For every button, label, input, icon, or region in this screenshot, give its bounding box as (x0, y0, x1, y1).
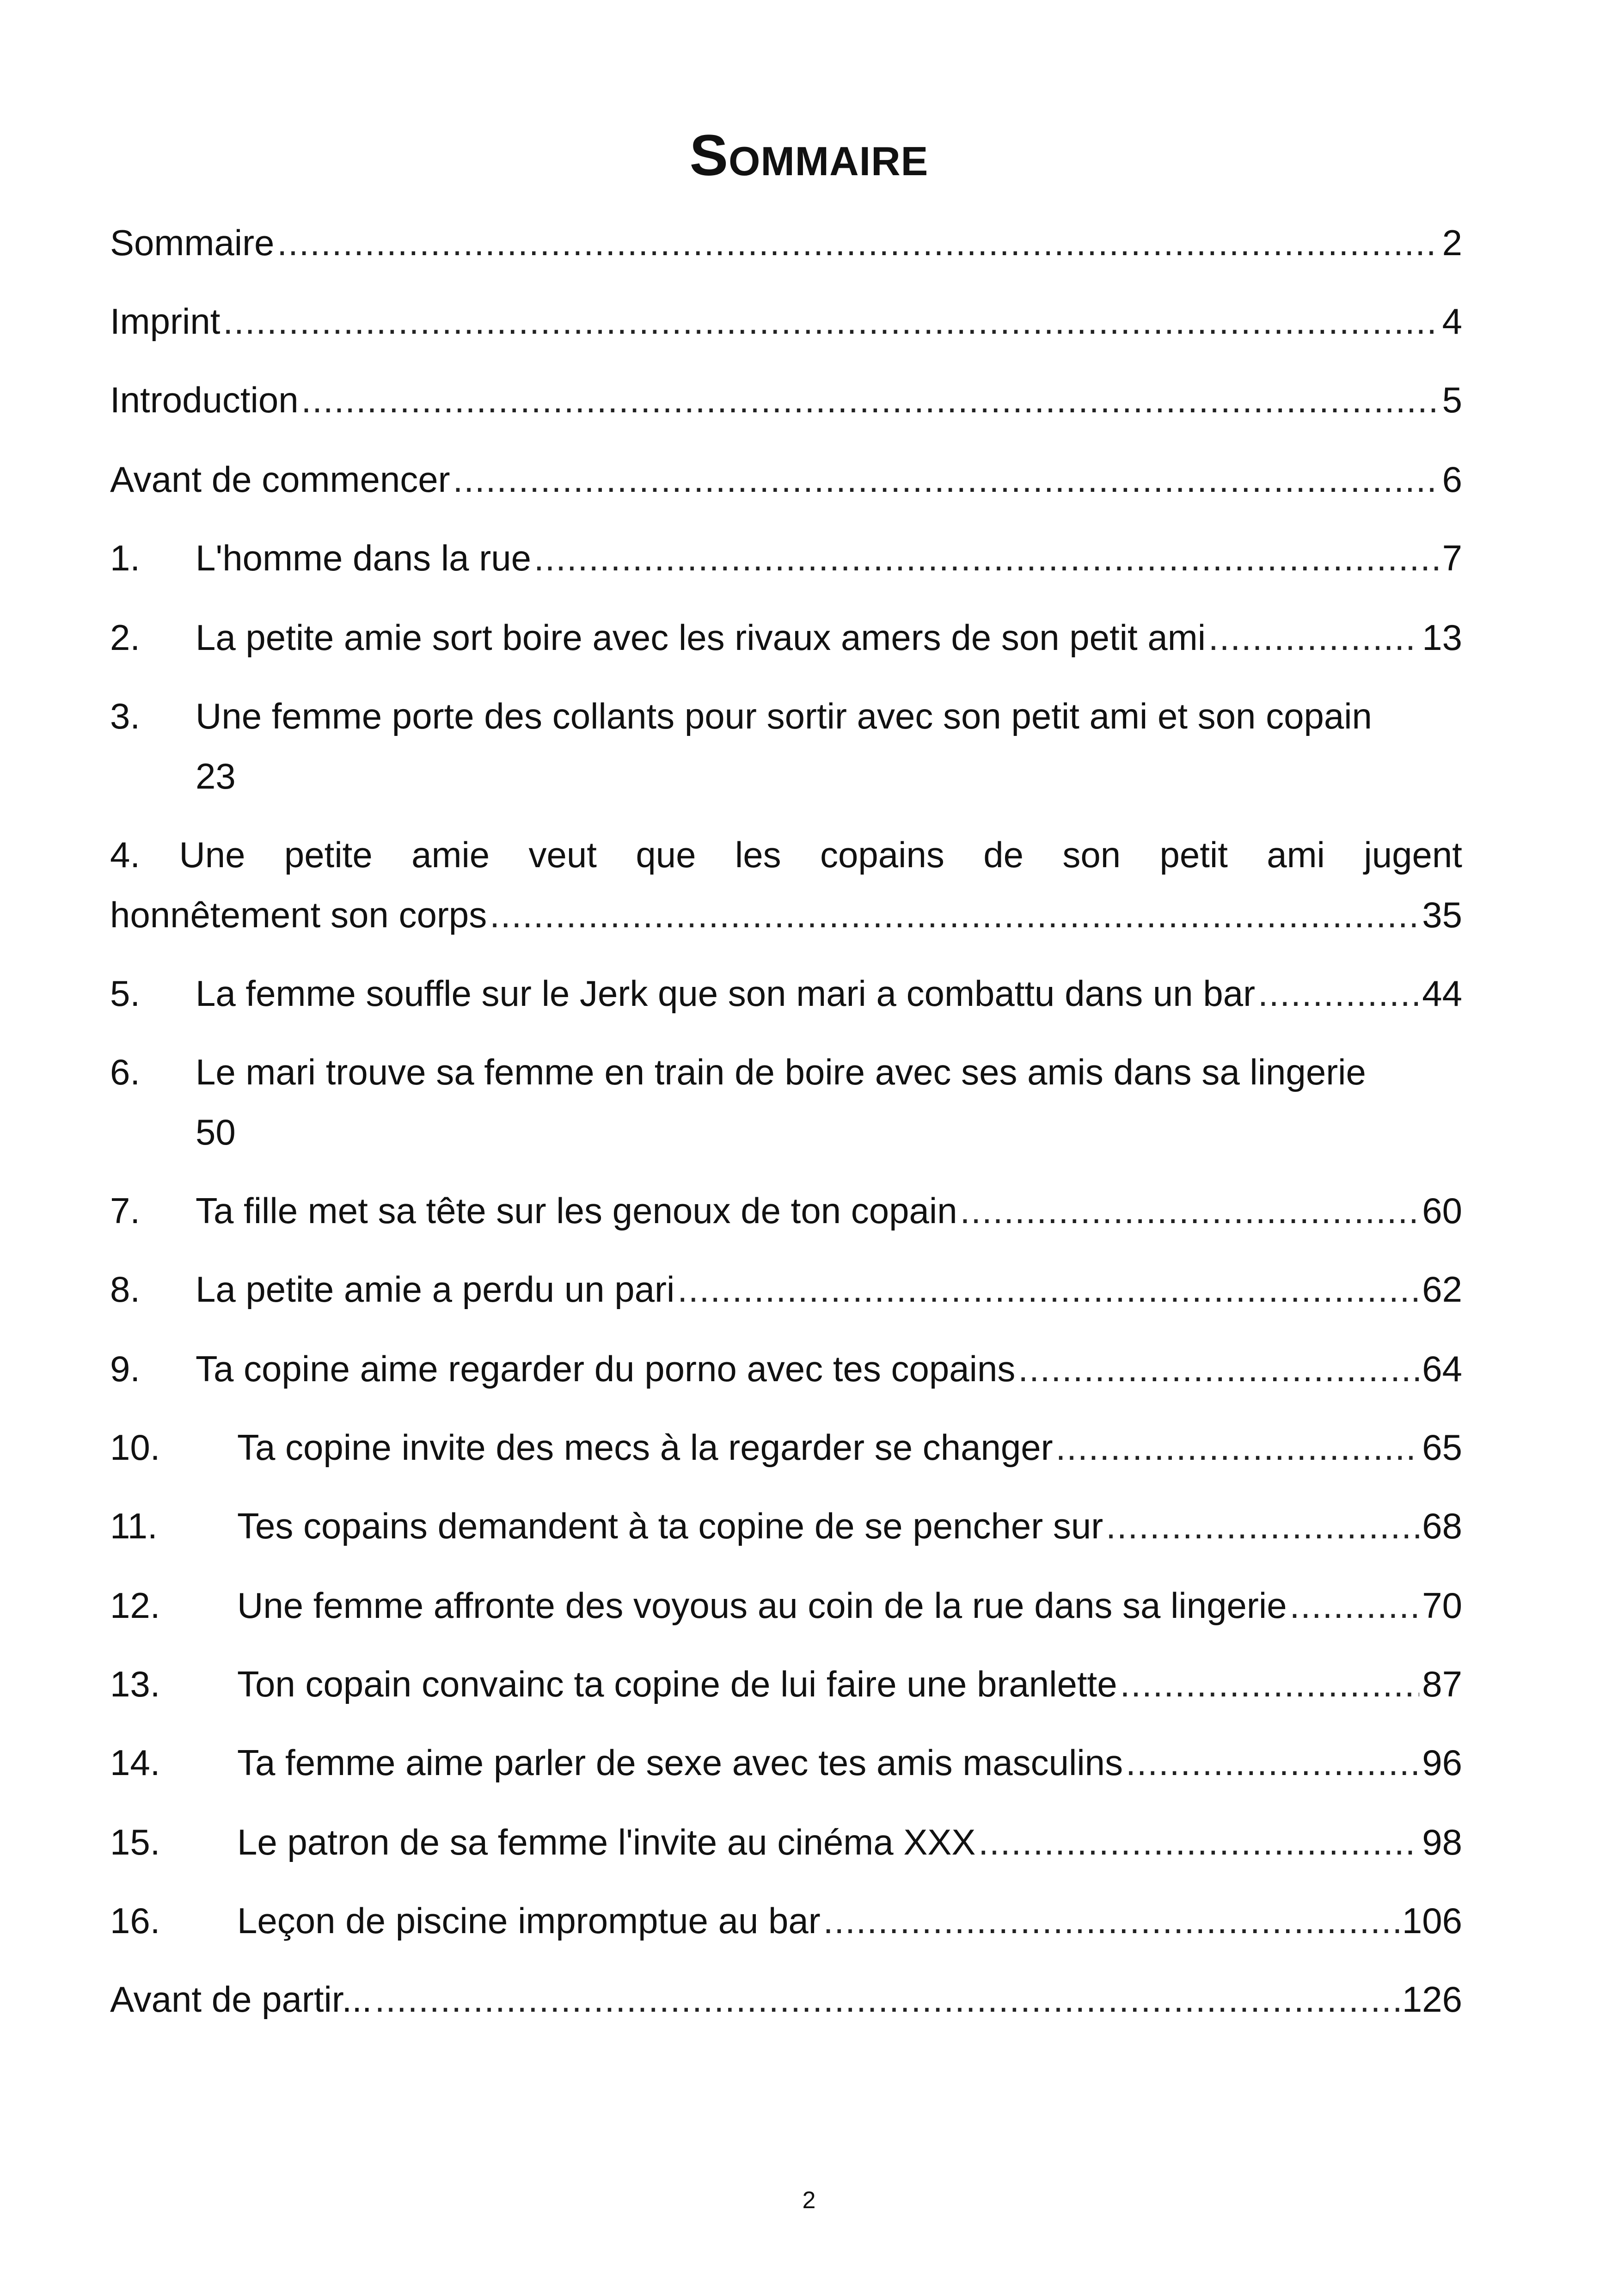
toc-entry-chapter-11[interactable] (110, 1496, 1462, 1556)
leader-dots (1106, 1496, 1419, 1556)
leader-dots (277, 213, 1439, 273)
leader-dots (1120, 1654, 1420, 1714)
toc-entry-page: 44 (1422, 973, 1462, 1014)
toc-entry-number: 11. (110, 1506, 158, 1546)
leader-dots (1056, 1417, 1420, 1477)
toc-entry-page: 7 (1442, 538, 1462, 578)
toc-entry-number: 6. (110, 1052, 141, 1092)
toc-entry-page: 62 (1422, 1269, 1462, 1310)
leader-dots (223, 291, 1439, 351)
leader-dots (1018, 1339, 1419, 1399)
toc-entry-title-line-1: 4. Une petite amie veut que les copains de son petit ami jugent (110, 825, 1462, 885)
toc-entry-title: Tes copains demandent à ta copine de se pencher sur (237, 1506, 1103, 1546)
toc-entry-title: Avant de commencer (110, 459, 450, 500)
toc-entry-number: 12. (110, 1585, 160, 1626)
toc-entry-number: 14. (110, 1742, 160, 1783)
toc-entry-title: La femme souffle sur le Jerk que son mari a combattu dans un bar (196, 973, 1256, 1014)
page-number: 2 (802, 2187, 816, 2214)
leader-dots (375, 1969, 1399, 2029)
toc-entry-chapter-7[interactable] (110, 1181, 1462, 1241)
leader-dots (490, 885, 1419, 945)
toc-entry-chapter-2[interactable] (110, 607, 1462, 667)
toc-entry-page: 50 (196, 1112, 236, 1152)
toc-entry-imprint[interactable] (110, 291, 1462, 351)
toc-entry-number: 13. (110, 1664, 160, 1704)
toc-entry-number: 4. (110, 834, 141, 875)
toc-entry-chapter-1[interactable] (110, 528, 1462, 588)
toc-entry-number: 9. (110, 1348, 141, 1389)
toc-entry-page: 96 (1422, 1742, 1462, 1783)
toc-entry-chapter-6[interactable] (110, 1042, 1462, 1162)
toc-entry-chapter-13[interactable] (110, 1654, 1462, 1714)
toc-entry-page: 2 (1442, 222, 1462, 263)
leader-dots (677, 1259, 1419, 1319)
toc-entry-chapter-9[interactable] (110, 1339, 1462, 1399)
toc-entry-chapter-3[interactable] (110, 686, 1462, 806)
toc-entry-avant-de-partir[interactable] (110, 1969, 1462, 2029)
toc-entry-title: Ta femme aime parler de sexe avec tes amis masculins (237, 1742, 1123, 1783)
toc-entry-page: 60 (1422, 1190, 1462, 1231)
toc-entry-title: Sommaire (110, 222, 275, 263)
toc-entry-chapter-12[interactable] (110, 1575, 1462, 1635)
toc-entry-title: Le patron de sa femme l'invite au cinéma XXX (237, 1822, 976, 1862)
toc-entry-introduction[interactable] (110, 370, 1462, 430)
toc-entry-page: 4 (1442, 301, 1462, 342)
toc-entry-title: L'homme dans la rue (196, 538, 531, 578)
toc-entry-title: Une femme affronte des voyous au coin de la rue dans sa lingerie (237, 1585, 1287, 1626)
toc-entry-page: 5 (1442, 380, 1462, 420)
toc-entry-chapter-5[interactable] (110, 963, 1462, 1023)
leader-dots (960, 1181, 1420, 1241)
toc-entry-title: Le mari trouve sa femme en train de boire avec ses amis dans sa lingerie (196, 1052, 1366, 1092)
toc-entry-chapter-15[interactable] (110, 1812, 1462, 1872)
toc-entry-number: 8. (110, 1269, 141, 1310)
toc-entry-sommaire[interactable] (110, 213, 1462, 273)
toc-entry-page: 35 (1422, 894, 1462, 935)
leader-dots (453, 449, 1440, 509)
toc-entry-title: Imprint (110, 301, 221, 342)
toc-entry-title: Avant de partir... (110, 1979, 372, 2020)
toc-entry-title-line-2: honnêtement son corps (110, 894, 487, 935)
toc-entry-page: 6 (1442, 459, 1462, 500)
toc-entry-title: Leçon de piscine impromptue au bar (237, 1900, 821, 1941)
toc-entry-number: 2. (110, 617, 141, 658)
toc-entry-title: Ta copine aime regarder du porno avec tes copains (196, 1348, 1016, 1389)
toc-entry-chapter-16[interactable] (110, 1891, 1462, 1951)
leader-dots (1208, 607, 1419, 667)
toc-entry-number: 16. (110, 1900, 160, 1941)
toc-entry-number: 15. (110, 1822, 160, 1862)
toc-entry-page: 64 (1422, 1348, 1462, 1389)
toc-entry-title: Une femme porte des collants pour sortir avec son petit ami et son copain (196, 696, 1372, 736)
toc-entry-number: 10. (110, 1427, 160, 1468)
toc-entry-number: 7. (110, 1190, 141, 1231)
leader-dots (978, 1812, 1419, 1872)
toc-entry-page: 70 (1422, 1585, 1462, 1626)
toc-entry-number: 5. (110, 973, 141, 1014)
leader-dots (1126, 1733, 1419, 1793)
leader-dots (1290, 1575, 1420, 1635)
toc-entry-chapter-10[interactable] (110, 1417, 1462, 1477)
toc-entry-title: Ta fille met sa tête sur les genoux de ton copain (196, 1190, 957, 1231)
toc-entry-page: 126 (1402, 1979, 1462, 2020)
leader-dots (301, 370, 1440, 430)
toc-entry-number: 1. (110, 538, 141, 578)
toc-entry-page: 98 (1422, 1822, 1462, 1862)
toc-entry-title: Ta copine invite des mecs à la regarder se changer (237, 1427, 1053, 1468)
leader-dots (534, 528, 1440, 588)
page-title: Sommaire (689, 123, 929, 188)
leader-dots (1258, 963, 1419, 1023)
toc-entry-number: 3. (110, 696, 141, 736)
toc-entry-title: Ton copain convainc ta copine de lui faire une branlette (237, 1664, 1117, 1704)
toc-entry-page: 106 (1402, 1900, 1462, 1941)
toc-entry-chapter-4[interactable] (110, 825, 1462, 945)
toc-entry-title: La petite amie a perdu un pari (196, 1269, 675, 1310)
toc-entry-page: 68 (1422, 1506, 1462, 1546)
toc-entry-chapter-14[interactable] (110, 1733, 1462, 1793)
toc-entry-page: 23 (196, 756, 236, 796)
toc-entry-title: Introduction (110, 380, 299, 420)
toc-entry-chapter-8[interactable] (110, 1259, 1462, 1319)
toc-entry-page: 87 (1422, 1664, 1462, 1704)
leader-dots (823, 1891, 1399, 1951)
toc-entry-page: 65 (1422, 1427, 1462, 1468)
toc-entry-page: 13 (1422, 617, 1462, 658)
toc-entry-title: La petite amie sort boire avec les rivaux amers de son petit ami (196, 617, 1206, 658)
toc-entry-avant-de-commencer[interactable] (110, 449, 1462, 509)
